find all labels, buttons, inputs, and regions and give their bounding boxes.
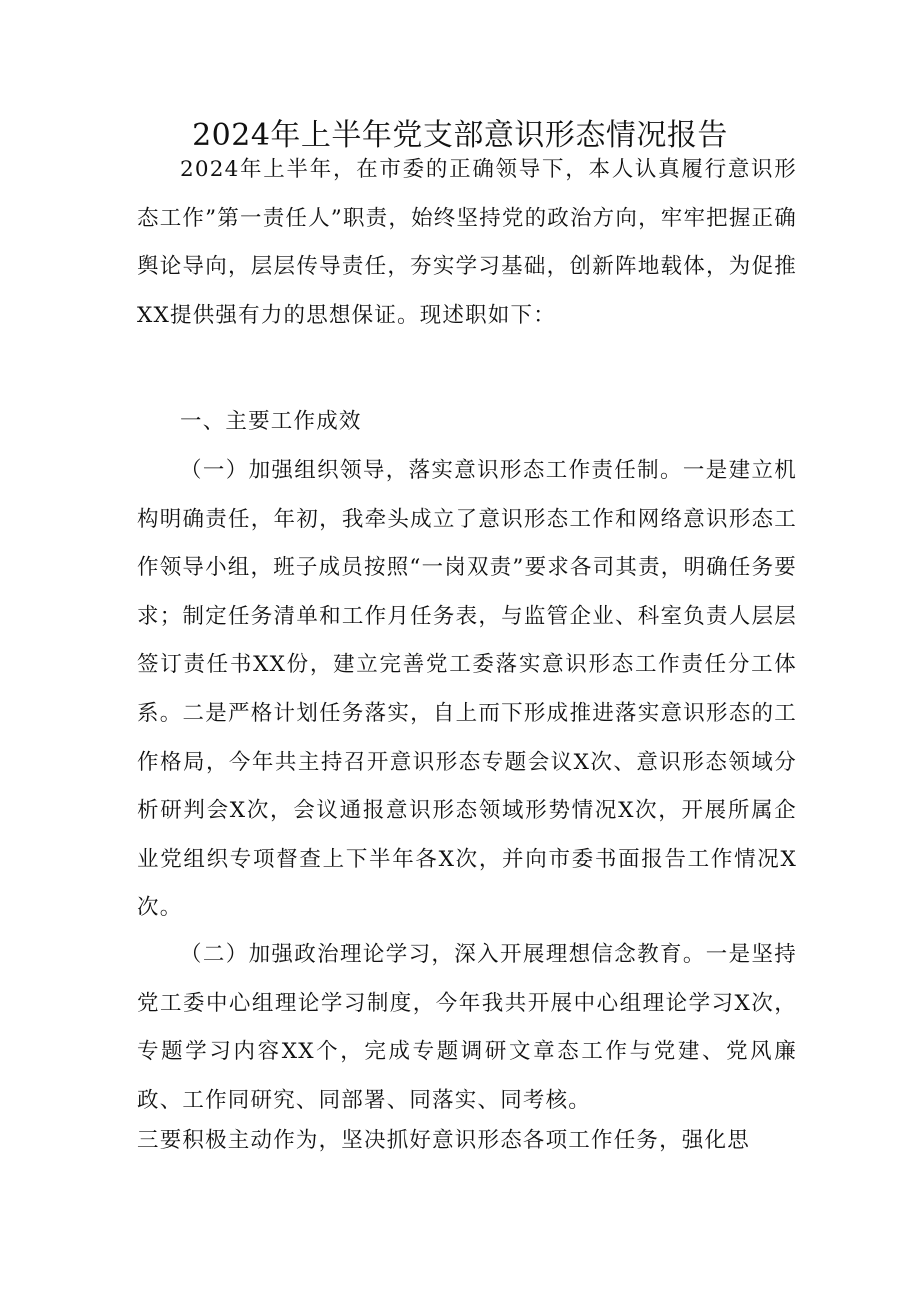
intro-paragraph: 2024年上半年，在市委的正确领导下，本人认真履行意识形态工作”第一责任人”职责，始终坚持党的政治方向，牢牢把握正确舆论导向，层层传导责任，夯实学习基础，创新阵地载体，为促推XX提供强有力的思想保证。现述职如下： [137, 157, 797, 328]
subsection-1-paragraph: （一）加强组织领导，落实意识形态工作责任制。一是建立机构明确责任，年初，我牵头成立了意识形态工作和网络意识形态工作领导小组，班子成员按照“一岗双责”要求各司其责，明确任务要求；制定任务清单和工作月任务表，与监管企业、科室负责人层层签订责任书XX份，建立完善党工委落实意识形态工作责任分工体系。二是严格计划任务落实，自上而下形成推进落实意识形态的工作格局，今年共主持召开意识形态专题会议X次、意识形态领域分析研判会X次，会议通报意识形态领域形势情况X次，开展所属企业党组织专项督查上下半年各X次，并向市委书面报告工作情况X次。 [137, 458, 797, 921]
section-heading: 一、主要工作成效 [180, 409, 362, 434]
document-title: 2024年上半年党支部意识形态情况报告 [192, 118, 728, 153]
subsection-2-paragraph: （二）加强政治理论学习，深入开展理想信念教育。一是坚持党工委中心组理论学习制度，今年我共开展中心组理论学习X次，专题学习内容XX个，完成专题调研文章态工作与党建、党风廉政、工作同研究、同部署、同落实、同考核。 [137, 942, 797, 1113]
trailing-paragraph: 三要积极主动作为，坚决抓好意识形态各项工作任务，强化思 [137, 1128, 750, 1153]
